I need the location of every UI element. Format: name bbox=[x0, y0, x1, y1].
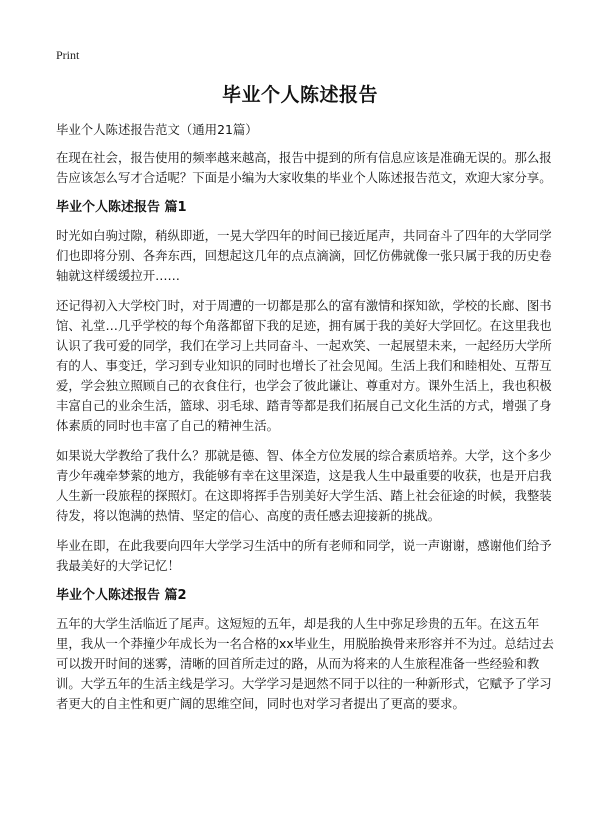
section-heading-1: 毕业个人陈述报告 篇1 bbox=[56, 200, 187, 215]
document-subtitle: 毕业个人陈述报告范文（通用21篇） bbox=[56, 122, 258, 137]
section-heading-2: 毕业个人陈述报告 篇2 bbox=[56, 588, 187, 603]
intro-paragraph: 在现在社会，报告使用的频率越来越高，报告中提到的所有信息应该是准确无误的。那么报告应该怎么写才合适呢？下面是小编为大家收集的毕业个人陈述报告范文，欢迎大家分享。 bbox=[56, 150, 552, 185]
section-1-paragraph: 还记得初入大学校门时，对于周遭的一切都是那么的富有激情和探知欲，学校的长廊、图书馆、礼堂…几乎学校的每个角落都留下我的足迹，拥有属于我的美好大学回忆。在这里我也认识了我可爱的同学，我们在学习上共同奋斗、一起欢笑、一起展望未来，一起经历大学所有的人、事变迁，学习到专业知识的同时也增长了社会见闻。生活上我们和睦相处、互帮互爱，学会独立照顾自己的衣食住行，也学会了彼此谦让、尊重对方。课外生活上，我也积极丰富自己的业余生活，篮球、羽毛球、踏青等都是我们拓展自己文化生活的方式，增强了身体素质的同时也丰富了自己的精神生活。 bbox=[56, 298, 552, 433]
section-2-paragraph: 五年的大学生活临近了尾声。这短短的五年，却是我的人生中弥足珍贵的五年。在这五年里，我从一个莽撞少年成长为一名合格的xx毕业生，用脱胎换骨来形容并不为过。总结过去可以拨开时间的迷雾，清晰的回首所走过的路，从而为将来的人生旅程准备一些经验和教训。大学五年的生活主线是学习。大学学习是迥然不同于以往的一种新形式，它赋予了学习者更大的自主性和更广阔的思维空间，同时也对学习者提出了更高的要求。 bbox=[56, 616, 554, 711]
section-1-paragraph: 如果说大学教给了我什么？那就是德、智、体全方位发展的综合素质培养。大学，这个多少青少年魂牵梦萦的地方，我能够有幸在这里深造，这是我人生中最重要的收获，也是开启我人生新一段旅程的探照灯。在这即将挥手告别美好大学生活、踏上社会征途的时候，我整装待发，将以饱满的热情、坚定的信心、高度的责任感去迎接新的挑战。 bbox=[56, 448, 552, 523]
print-link[interactable]: Print bbox=[56, 48, 80, 62]
section-1-paragraph: 毕业在即，在此我要向四年大学学习生活中的所有老师和同学，说一声谢谢，感谢他们给予我最美好的大学记忆！ bbox=[56, 538, 552, 573]
section-1-paragraph: 时光如白驹过隙，稍纵即逝，一晃大学四年的时间已接近尾声，共同奋斗了四年的大学同学们也即将分别、各奔东西，回想起这几年的点点滴滴，回忆仿佛就像一张只属于我的历史卷轴就这样缓缓拉开…… bbox=[56, 228, 552, 283]
document-title: 毕业个人陈述报告 bbox=[221, 84, 378, 106]
document-body bbox=[56, 120, 560, 724]
